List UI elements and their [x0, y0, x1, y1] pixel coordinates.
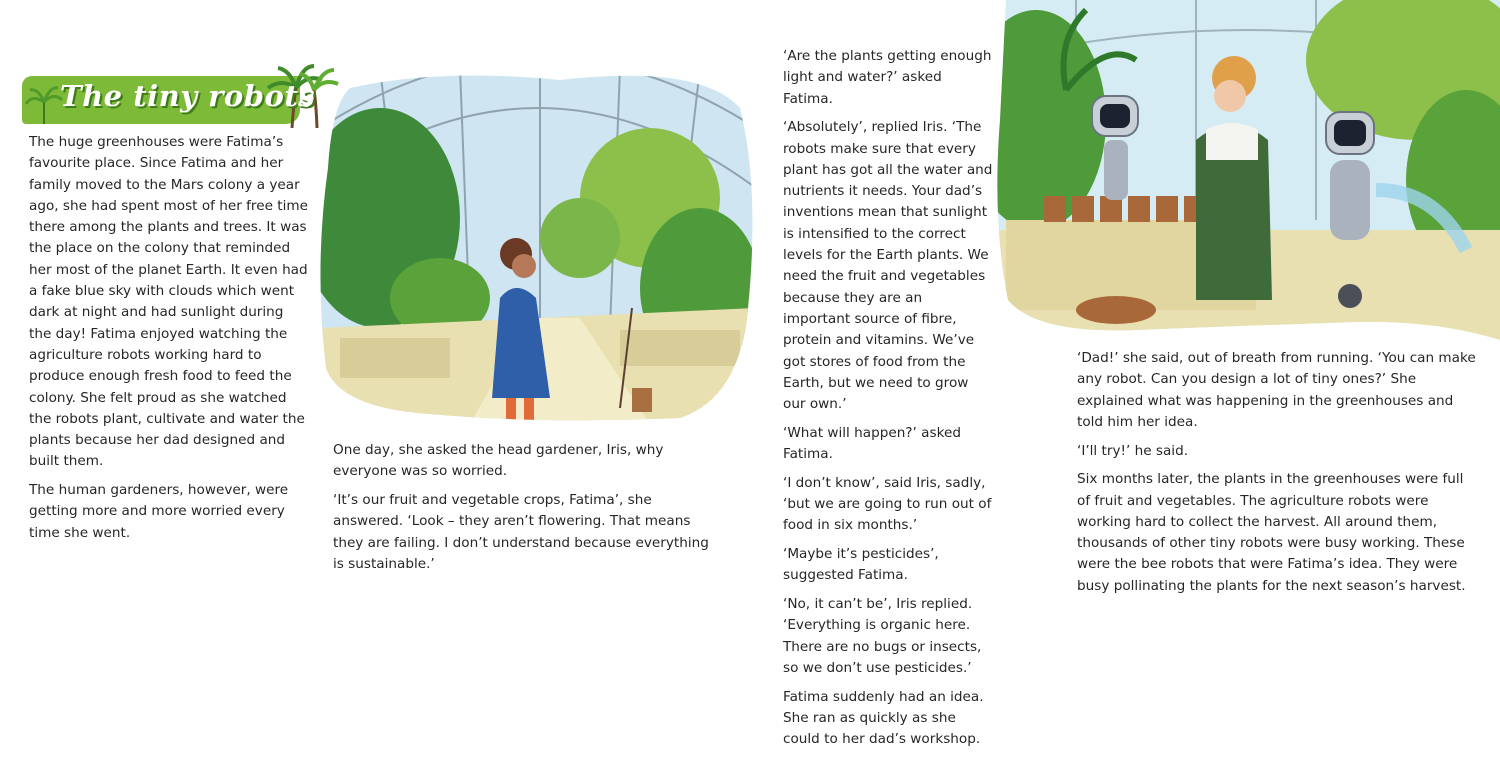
- robots-illustration: [996, 0, 1500, 344]
- paragraph: ‘Absolutely’, replied Iris. ‘The robots make sure that every plant has got all the water and nutrients it needs. Your dad’s inventions mean that sunlight is intensified to the correct levels for the Earth plants. We need the fruit and vegetables because they are an important source of fibre, protein and vitamins. We’ve got stores of food from the Earth, but we need to grow our own.’: [783, 119, 993, 413]
- paragraph: ‘What will happen?’ asked Fatima.: [783, 424, 961, 463]
- paragraph: Six months later, the plants in the greenhouses were full of fruit and vegetables. The agriculture robots were working hard to collect the harvest. All around them, thousands of other tiny robots were busy working. These were the bee robots that were Fatima’s idea. They were busy pollinating the plants for the next season’s harvest.: [1077, 471, 1466, 594]
- paragraph: ‘Dad!’ she said, out of breath from running. ‘You can make any robot. Can you design a lot of tiny ones?’ She explained what was happening in the greenhouses and told him her idea.: [1077, 350, 1476, 430]
- paragraph: ‘Maybe it’s pesticides’, suggested Fatima.: [783, 546, 939, 584]
- palm-decoration-icon: [24, 84, 64, 124]
- paragraph: ‘I don’t know’, said Iris, sadly, ‘but we are going to run out of food in six months.’: [783, 474, 992, 534]
- column-4: [1077, 348, 1477, 604]
- paragraph: ‘I’ll try!’ he said.: [1077, 442, 1189, 459]
- paragraph: ‘Are the plants getting enough light and water?’ asked Fatima.: [783, 48, 992, 107]
- page-title: The tiny robots: [60, 79, 316, 113]
- paragraph: Fatima suddenly had an idea. She ran as quickly as she could to her dad’s workshop.: [783, 688, 984, 748]
- paragraph: One day, she asked the head gardener, Iris, why everyone was so worried.: [333, 442, 664, 480]
- greenhouse-illustration: [320, 68, 756, 424]
- paragraph: ‘No, it can’t be’, Iris replied. ‘Everything is organic here. There are no bugs or insects, so we don’t use pesticides.’: [783, 596, 982, 676]
- paragraph: ‘It’s our fruit and vegetable crops, Fatima’, she answered. ‘Look – they aren’t flowering. That means they are failing. I don’t understand because everything is sustainable.’: [333, 491, 709, 572]
- column-2: [333, 440, 718, 583]
- paragraph: The huge greenhouses were Fatima’s favourite place. Since Fatima and her family moved to the Mars colony a year ago, she had spent most of her free time there among the plants and trees. It was the place on the colony that reminded her most of the planet Earth. It even had a fake blue sky with clouds which went dark at night and had sunlight during the day! Fatima enjoyed watching the agriculture robots working hard to produce enough fresh food to feed the colony. She felt proud as she watched the robots plant, cultivate and water the plants because her dad designed and built them.: [29, 134, 308, 470]
- paragraph: The human gardeners, however, were getting more and more worried every time she went.: [29, 482, 289, 541]
- column-1: [29, 132, 309, 551]
- column-3: [783, 46, 993, 758]
